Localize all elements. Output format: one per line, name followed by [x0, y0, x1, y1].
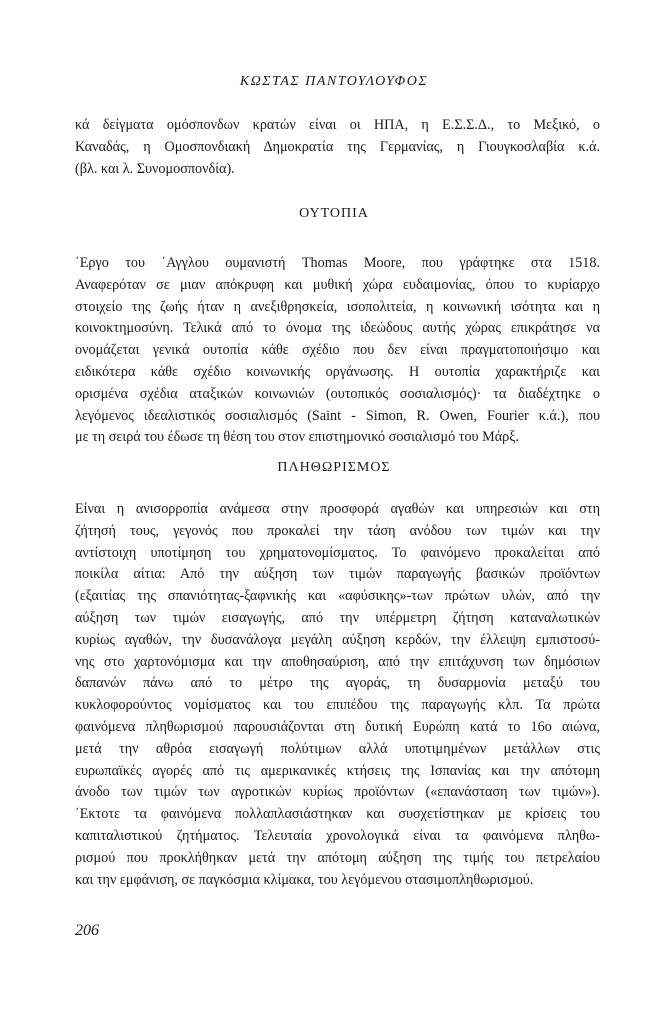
section-heading-utopia: ΟΥΤΟΠΙΑ: [299, 206, 369, 221]
text-line: κά δείγματα ομόσπονδων κρατών είναι οι ΗΠΑ, η Ε.Σ.Σ.Δ., το Μεξικό, ο: [75, 117, 600, 133]
text-line: αντίστοιχη υποτίμηση του χρηματονομίσματος. Το φαινόμενο προκαλείται από: [75, 544, 600, 561]
text-line: ΄Εργο του ΄Αγγλου ουμανιστή Thomas Moore, που γράφτηκε στα 1518.: [75, 255, 600, 271]
text-line: ονομάζεται γενικά ουτοπία κάθε σχέδιο που δεν είναι πραγματοποιήσιμο και: [75, 342, 600, 359]
text-line: με τη σειρά του έδωσε τη θέση του στον επιστημονικό σοσιαλισμό του Μάρξ.: [75, 429, 520, 446]
text-line: στοιχείο της ζωής ήταν η ανεξιθρησκεία, ισοπολιτεία, η κοινωνική ισότητα και η: [75, 298, 600, 315]
text-line: καπιταλιστικού ζητήματος. Τελευταία χρονολογικά είναι τα φαινόμενα πληθω-: [75, 827, 600, 844]
text-line: δαπανών πάνω από το μέτρο της αγοράς, τη δυσαρμονία μεταξύ του: [75, 675, 600, 692]
text-line: ορισμένα σχέδια αταξικών κοινωνιών (ουτοπικός σοσιαλισμός)· τα διαδέχτηκε ο: [75, 385, 600, 402]
text-line: ευρωπαϊκές αγορές από τις αμερικανικές κτήσεις της Ισπανίας και την απότομη: [75, 762, 600, 779]
text-line: (βλ. και λ. Συνομοσπονδία).: [75, 160, 235, 177]
text-line: Αναφερόταν σε μιαν απόκρυφη και μυθική χώρα ευδαιμονίας, όπου το κυρίαρχο: [75, 276, 600, 293]
inflation-paragraph: [75, 499, 600, 891]
text-line: ποικίλα αίτια: Από την αύξηση των τιμών παραγωγής βασικών προϊόντων: [75, 566, 600, 583]
text-line: φαινόμενα πληθωρισμού παρουσιάζονται στη δυτική Ευρώπη κατά το 16ο αιώνα,: [75, 718, 600, 735]
text-line: άνοδο των τιμών των αγροτικών κυρίως προϊόντων («επανάσταση των τιμών»).: [75, 784, 600, 801]
text-line: ΄Εκτοτε τα φαινόμενα πολλαπλασιάστηκαν και συσχετίστηκαν με κρίσεις του: [75, 806, 600, 823]
text-line: ρισμού που προκλήθηκαν μετά την απότομη αύξηση της τιμής του πετρελαίου: [75, 849, 600, 866]
intro-paragraph: [75, 115, 600, 180]
text-line: ζήτησή τους, γεγονός που προκαλεί την τάση ανόδου των τιμών και την: [75, 522, 600, 539]
text-line: και την εμφάνιση, σε παγκόσμια κλίμακα, του λεγόμενου στασιμοπληθωρισμού.: [75, 871, 534, 888]
utopia-paragraph: [75, 253, 600, 449]
text-line: κυρίως αγαθών, την δυσανάλογα μεγάλη αύξηση κερδών, την έλλειψη εμπιστοσύ-: [75, 631, 600, 648]
text-line: λεγόμενος ιδεαλιστικός σοσιαλισμός (Saint - Simon, R. Owen, Fourier κ.ά.), που: [75, 407, 600, 424]
text-line: νης στο χαρτονόμισμα και την αποθησαύριση, από την επιτάχυνση των δημόσιων: [75, 653, 600, 670]
text-line: (εξαιτίας της σπανιότητας-ξαφνικής και «αφύσικης»-των πρώτων υλών, από την: [75, 588, 600, 605]
text-line: Είναι η ανισορροπία ανάμεσα στην προσφορά αγαθών και υπηρεσιών και στη: [75, 501, 600, 517]
page-number: 206: [75, 922, 99, 939]
text-line: αύξηση των τιμών εισαγωγής, από την υπέρμετρη ζήτηση καταναλωτικών: [75, 609, 600, 626]
text-line: κοινοκτημοσύνη. Τελικά από το όνομα της ιδεώδους αυτής χώρας επικράτησε να: [75, 320, 600, 337]
text-line: μετά την αθρόα εισαγωγή πολύτιμων αλλά υποτιμημένων μετάλλων στις: [75, 740, 600, 757]
text-line: ειδικότερα κάθε σχέδιο κοινωνικής οργάνωσης. Η ουτοπία χαρακτήριζε και: [75, 363, 600, 380]
section-heading-inflation: ΠΛΗΘΩΡΙΣΜΟΣ: [277, 460, 391, 475]
text-line: κυκλοφορούντος νομίσματος και του επιπέδου της παραγωγής κλπ. Τα πρώτα: [75, 697, 600, 714]
running-head: ΚΩΣΤΑΣ ΠΑΝΤΟΥΛΟΥΦΟΣ: [239, 74, 429, 89]
text-line: Καναδάς, η Ομοσπονδιακή Δημοκρατία της Γερμανίας, η Γιουγκοσλαβία κ.ά.: [75, 138, 600, 155]
